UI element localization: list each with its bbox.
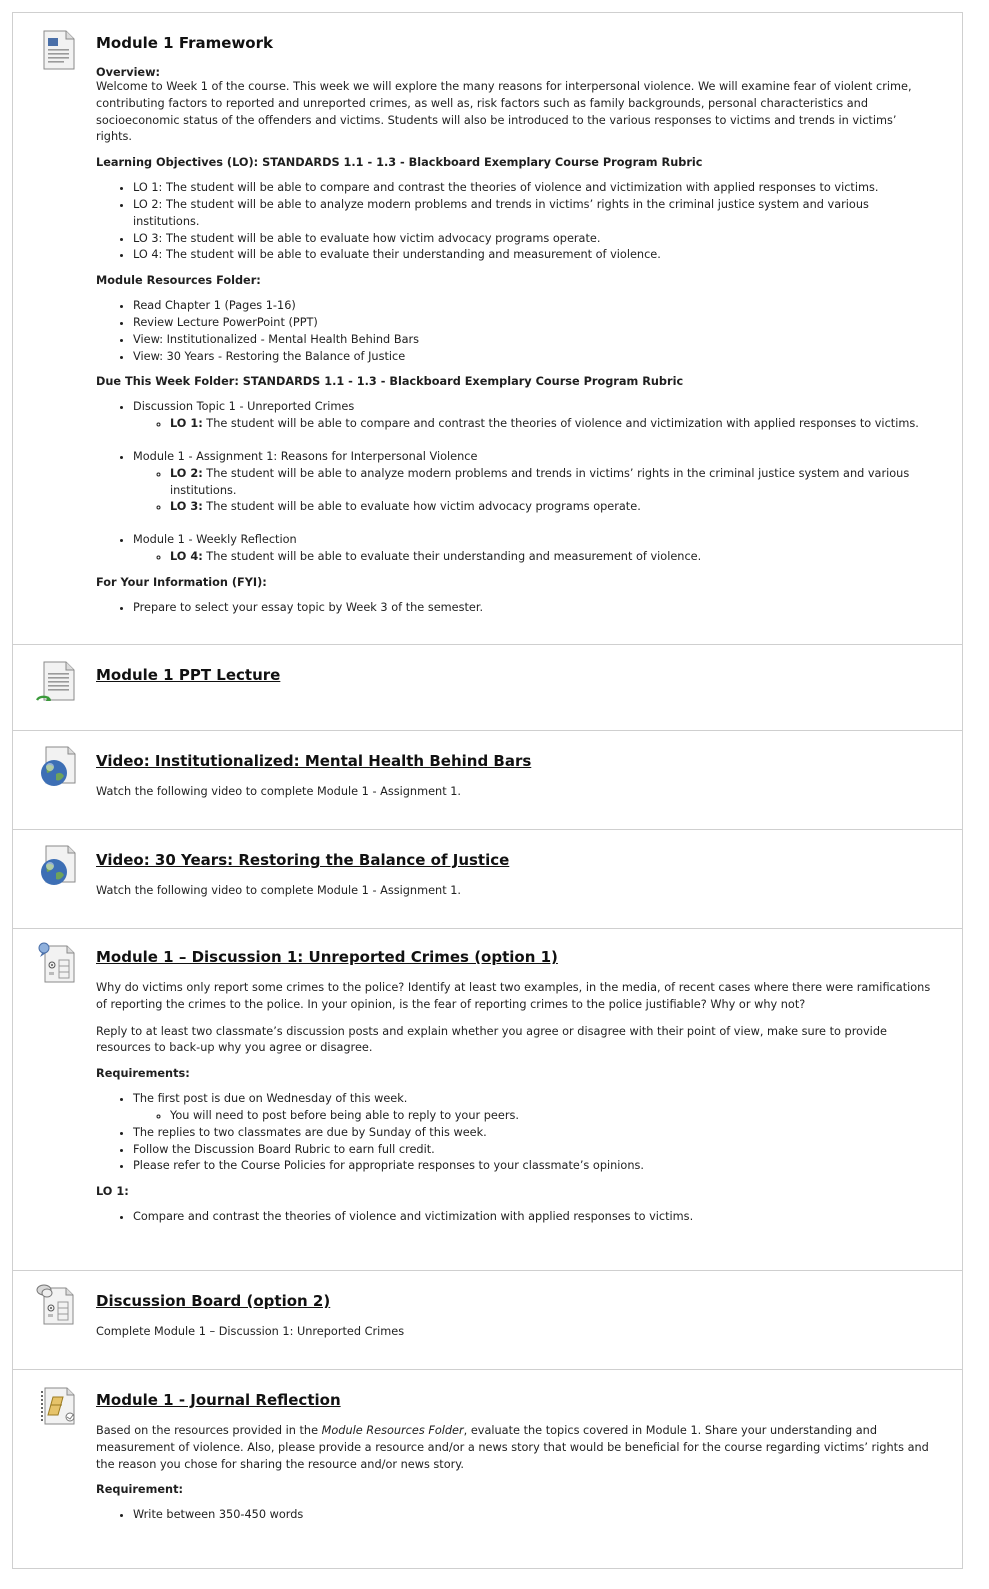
item-title: Module 1 Framework xyxy=(96,34,273,52)
list-item: • Review Lecture PowerPoint (PPT) xyxy=(133,315,934,332)
journal-text-emphasis: Module Resources Folder xyxy=(321,1424,464,1437)
item-module-framework xyxy=(13,13,962,645)
requirements-label: Requirements: xyxy=(96,1067,190,1081)
document-icon xyxy=(41,30,77,70)
fyi-list xyxy=(96,600,934,617)
requirement-list xyxy=(96,1507,934,1524)
resources-label: Module Resources Folder: xyxy=(96,274,261,288)
web-link-globe-icon xyxy=(37,845,77,887)
list-item: • Follow the Discussion Board Rubric to earn full credit. xyxy=(133,1142,934,1159)
item-ppt-lecture xyxy=(13,645,962,731)
sub-list-item xyxy=(170,499,934,516)
list-item xyxy=(133,532,934,566)
list-item: • LO 3: The student will be able to evaluate how victim advocacy programs operate. xyxy=(133,231,934,248)
list-item: • Compare and contrast the theories of violence and victimization with applied responses to victims. xyxy=(133,1209,934,1226)
web-link-globe-icon xyxy=(37,746,77,788)
discussion-link[interactable]: Module 1 – Discussion 1: Unreported Crimes (option 1) xyxy=(96,948,558,966)
list-item: • Please refer to the Course Policies for appropriate responses to your classmate’s opinions. xyxy=(133,1158,934,1175)
discussion-reply-instructions: Reply to at least two classmate’s discussion posts and explain whether you agree or disagree with their point of view, make sure to provide resources to back-up why you agree or disagree. xyxy=(96,1024,887,1055)
list-item: • View: 30 Years - Restoring the Balance of Justice xyxy=(133,349,934,366)
lo-list xyxy=(96,1209,934,1226)
list-item: • View: Institutionalized - Mental Health Behind Bars xyxy=(133,332,934,349)
sub-list xyxy=(133,416,934,433)
sub-list-item xyxy=(170,416,934,433)
item-video-30-years xyxy=(13,830,962,929)
due-item-label: Discussion Topic 1 - Unreported Crimes xyxy=(133,400,355,414)
due-item-label: Module 1 - Assignment 1: Reasons for Interpersonal Violence xyxy=(133,449,478,463)
journal-icon xyxy=(37,1385,77,1427)
overview-label: Overview: xyxy=(96,66,161,79)
item-description: Watch the following video to complete Module 1 - Assignment 1. xyxy=(96,884,462,897)
list-item xyxy=(133,1091,934,1125)
video-link[interactable]: Video: 30 Years: Restoring the Balance of Justice xyxy=(96,851,510,869)
journal-text: Based on the resources provided in the xyxy=(96,1424,322,1437)
list-item: • LO 1: The student will be able to compare and contrast the theories of violence and victimization with applied responses to victims. xyxy=(133,180,934,197)
lo-text: The student will be able to compare and contrast the theories of violence and victimization with applied responses to victims. xyxy=(202,417,919,431)
item-video-institutionalized xyxy=(13,731,962,830)
video-link[interactable]: Video: Institutionalized: Mental Health Behind Bars xyxy=(96,752,532,770)
content-list xyxy=(12,12,963,1569)
objectives-list xyxy=(96,180,934,264)
lo-label: LO 1: xyxy=(170,417,203,431)
journal-description xyxy=(96,1423,934,1473)
discussion-board-icon xyxy=(35,1283,77,1327)
sub-list xyxy=(133,1108,934,1125)
lo-label: LO 2: xyxy=(170,466,203,480)
list-item: • LO 4: The student will be able to evaluate their understanding and measurement of violence. xyxy=(133,247,934,264)
lo-text: The student will be able to evaluate how victim advocacy programs operate. xyxy=(202,500,641,514)
discussion-form-icon xyxy=(37,941,77,985)
list-item: • Prepare to select your essay topic by Week 3 of the semester. xyxy=(133,600,934,617)
requirement-label: Requirement: xyxy=(96,1483,183,1497)
list-item: • Write between 350-450 words xyxy=(133,1507,934,1524)
discussion-prompt: Why do victims only report some crimes to the police? Identify at least two examples, in the media, of recent cases where there were ramifications of reporting the crimes to the police. In your opinion, is the fear of reporting crimes to the police justifiable? Why or why not? xyxy=(96,981,931,1011)
objectives-label: Learning Objectives (LO): STANDARDS 1.1 - 1.3 - Blackboard Exemplary Course Program Rubric xyxy=(96,156,703,170)
requirement-text: The first post is due on Wednesday of this week. xyxy=(133,1092,408,1106)
discussion-board-link[interactable]: Discussion Board (option 2) xyxy=(96,1292,331,1310)
lo-label: LO 3: xyxy=(170,500,203,514)
ppt-lecture-link[interactable]: Module 1 PPT Lecture xyxy=(96,666,281,684)
due-list xyxy=(96,399,934,565)
item-journal-reflection xyxy=(13,1370,962,1568)
overview-text: Welcome to Week 1 of the course. This week we will explore the many reasons for interpersonal violence. We will examine fear of violent crime, contributing factors to reported and unreported crimes, as well as, risk factors such as family backgrounds, personal characteristics and socioeconomic status of the offenders and victims. Students will also be introduced to the various responses to victims and trends in victims’ rights. xyxy=(96,80,912,144)
list-item: • LO 2: The student will be able to analyze modern problems and trends in victims’ rights in the criminal justice system and various institutions. xyxy=(133,197,934,231)
item-description: Complete Module 1 – Discussion 1: Unreported Crimes xyxy=(96,1325,405,1338)
fyi-label: For Your Information (FYI): xyxy=(96,575,267,589)
lo-text: The student will be able to analyze modern problems and trends in victims’ rights in the criminal justice system and various institutions. xyxy=(170,466,910,497)
journal-text: , evaluate the topics covered in Module 1. Share your understanding and measurement of violence. Also, please provide a resource and/or a news story that would be beneficial for the course regarding victims’ rights and the reason you chose for sharing the resource and/or news story. xyxy=(96,1424,929,1471)
lo-label: LO 1: xyxy=(96,1185,129,1199)
lo-text: The student will be able to evaluate their understanding and measurement of violence. xyxy=(202,549,702,563)
list-item: • The replies to two classmates are due by Sunday of this week. xyxy=(133,1125,934,1142)
sub-list xyxy=(133,466,934,516)
list-item xyxy=(133,449,934,516)
sub-list xyxy=(133,549,934,566)
item-discussion-board xyxy=(13,1271,962,1370)
list-item: • Read Chapter 1 (Pages 1-16) xyxy=(133,298,934,315)
sub-list-item xyxy=(170,466,934,500)
lo-label: LO 4: xyxy=(170,549,203,563)
item-discussion-1 xyxy=(13,929,962,1271)
sub-list-item xyxy=(170,549,934,566)
list-item xyxy=(133,399,934,433)
sub-list-item: ◦ You will need to post before being able to reply to your peers. xyxy=(170,1108,934,1125)
file-sync-icon xyxy=(35,660,79,706)
due-item-label: Module 1 - Weekly Reflection xyxy=(133,533,297,547)
due-label: Due This Week Folder: STANDARDS 1.1 - 1.3 - Blackboard Exemplary Course Program Rubric xyxy=(96,375,684,389)
journal-link[interactable]: Module 1 - Journal Reflection xyxy=(96,1391,341,1409)
resources-list xyxy=(96,298,934,365)
requirements-list xyxy=(96,1091,934,1175)
item-description: Watch the following video to complete Module 1 - Assignment 1. xyxy=(96,785,462,798)
